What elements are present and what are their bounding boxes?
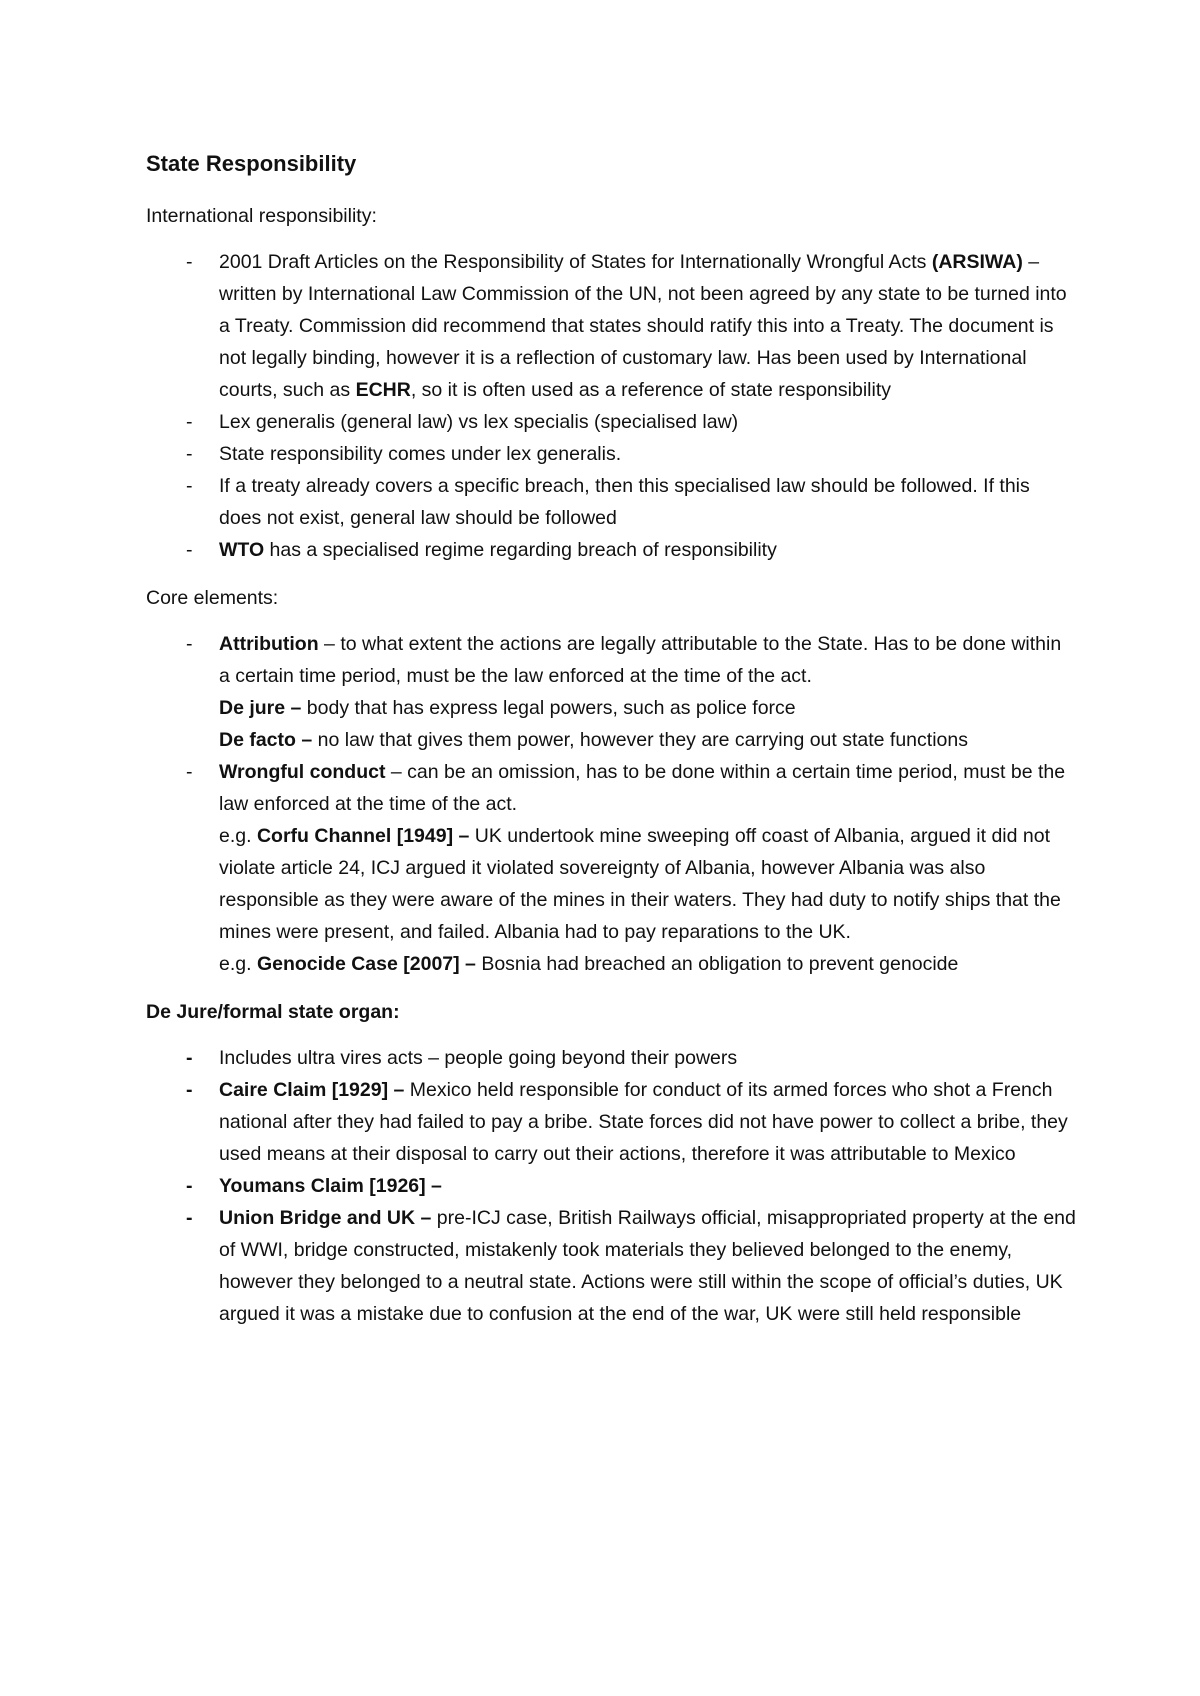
dash-marker: - — [186, 443, 193, 465]
dash-marker: - — [186, 539, 193, 561]
dash-marker: - — [186, 251, 193, 273]
dash-marker: - — [186, 1207, 193, 1229]
list-item-youmans-claim: - Youmans Claim [1926] – — [146, 1170, 1076, 1202]
core-elements-list — [146, 628, 1076, 980]
genocide-case-example: e.g. Genocide Case [2007] – Bosnia had breached an obligation to prevent genocide — [219, 953, 959, 975]
dash-marker: - — [186, 1079, 193, 1101]
dash-marker: - — [186, 475, 193, 497]
list-item: - WTO has a specialised regime regarding breach of responsibility — [146, 534, 1076, 566]
de-jure-line: De jure – body that has express legal powers, such as police force — [219, 697, 796, 719]
section-heading-international: International responsibility: — [146, 205, 377, 227]
list-item-attribution: - Attribution – to what extent the actions are legally attributable to the State. Has to be done within a certain time period, must be the law enforced at the time of the act. De jure – body that has express legal powers, such as police force De facto – no law that gives them power, however they are carrying out state functions — [146, 628, 1076, 756]
international-list — [146, 246, 1076, 566]
list-item: - State responsibility comes under lex generalis. — [146, 438, 1076, 470]
list-item-wrongful-conduct: - Wrongful conduct – can be an omission, has to be done within a certain time period, must be the law enforced at the time of the act. e.g. Corfu Channel [1949] – UK undertook mine sweeping off coast of Albania, argued it did not violate article 24, ICJ argued it violated sovereignty of Albania, however Albania was also responsible as they were aware of the mines in their waters. They had duty to notify ships that the mines were present, and failed. Albania had to pay reparations to the UK. e.g. Genocide Case [2007] – Bosnia had breached an obligation to prevent genocide — [146, 756, 1076, 980]
list-item: - Lex generalis (general law) vs lex specialis (specialised law) — [146, 406, 1076, 438]
document-page — [146, 150, 1076, 1346]
section-heading-de-jure: De Jure/formal state organ: — [146, 1001, 400, 1023]
dash-marker: - — [186, 761, 193, 783]
dash-marker: - — [186, 1047, 193, 1069]
corfu-channel-example: e.g. Corfu Channel [1949] – UK undertook mine sweeping off coast of Albania, argued it did not violate article 24, ICJ argued it violated sovereignty of Albania, however Albania was also responsible as they were aware of the mines in their waters. They had duty to notify ships that the mines were present, and failed. Albania had to pay reparations to the UK. — [219, 825, 1061, 943]
dash-marker: - — [186, 411, 193, 433]
de-jure-list — [146, 1042, 1076, 1330]
document-title: State Responsibility — [146, 151, 357, 176]
section-heading-core-elements: Core elements: — [146, 587, 279, 609]
dash-marker: - — [186, 1175, 193, 1197]
dash-marker: - — [186, 633, 193, 655]
list-item: - 2001 Draft Articles on the Responsibility of States for Internationally Wrongful Acts (ARSIWA) – written by International Law Commission of the UN, not been agreed by any state to be turned into a Treaty. Commission did recommend that states should ratify this into a Treaty. The document is not legally binding, however it is a reflection of customary law. Has been used by International courts, such as ECHR, so it is often used as a reference of state responsibility — [146, 246, 1076, 406]
list-item: - If a treaty already covers a specific breach, then this specialised law should be followed. If this does not exist, general law should be followed — [146, 470, 1076, 534]
list-item: - Includes ultra vires acts – people going beyond their powers — [146, 1042, 1076, 1074]
list-item-caire-claim: - Caire Claim [1929] – Mexico held responsible for conduct of its armed forces who shot a French national after they had failed to pay a bribe. State forces did not have power to collect a bribe, they used means at their disposal to carry out their actions, therefore it was attributable to Mexico — [146, 1074, 1076, 1170]
de-facto-line: De facto – no law that gives them power, however they are carrying out state functions — [219, 729, 968, 751]
list-item-union-bridge: - Union Bridge and UK – pre-ICJ case, British Railways official, misappropriated property at the end of WWI, bridge constructed, mistakenly took materials they believed belonged to the enemy, however they belonged to a neutral state. Actions were still within the scope of official’s duties, UK argued it was a mistake due to confusion at the end of the war, UK were still held responsible — [146, 1202, 1076, 1330]
